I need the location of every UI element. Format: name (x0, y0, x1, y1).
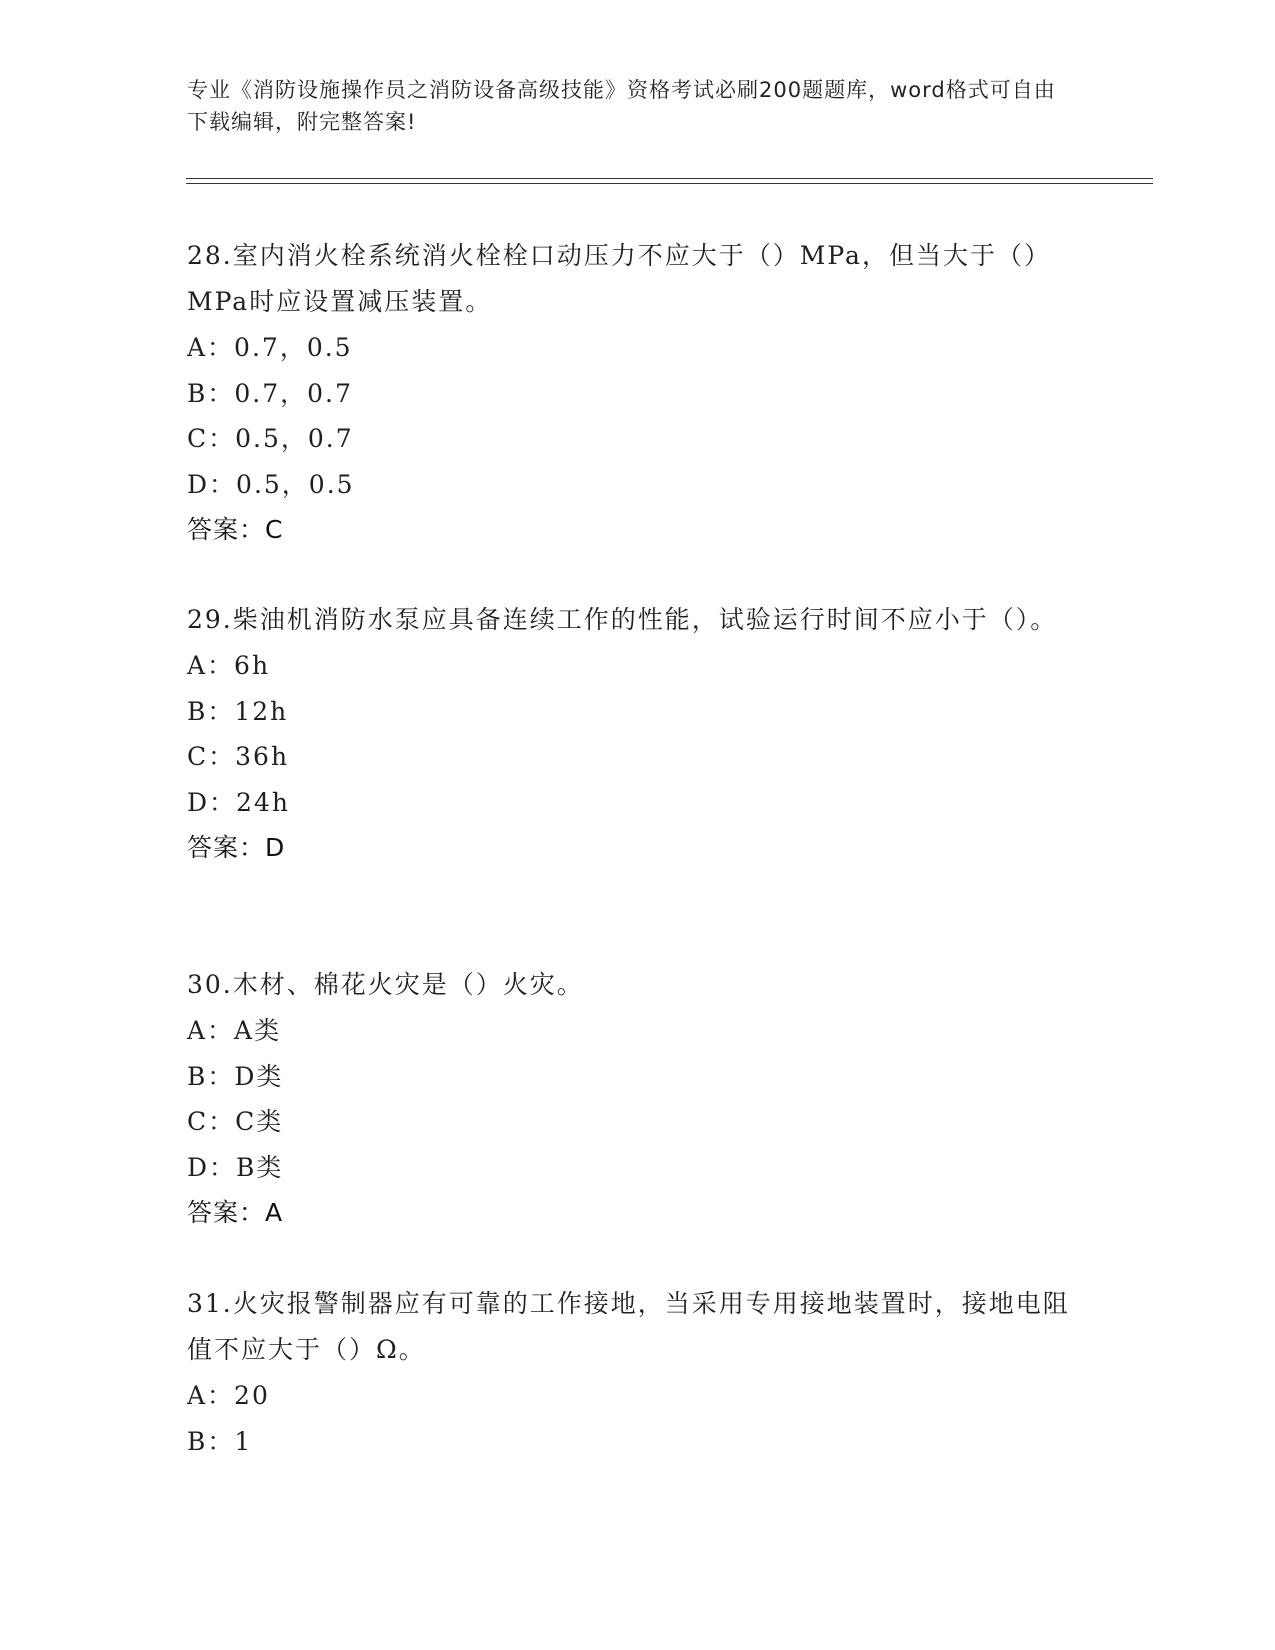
option-b: B：0.7，0.7 (187, 378, 353, 408)
option-c: C：0.5，0.7 (187, 424, 354, 453)
question-stem: 28.室内消火栓系统消火栓栓口动压力不应大于（）MPa，但当大于（）MPa时应设置减压装置。 (187, 241, 1051, 316)
question-31 (187, 1281, 1077, 1464)
question-stem: 29.柴油机消防水泵应具备连续工作的性能，试验运行时间不应小于（）。 (187, 605, 1058, 634)
option-d: D：24h (187, 787, 290, 817)
option-c: C：36h (187, 742, 290, 771)
option-b: B：D类 (187, 1061, 284, 1091)
option-a: A：20 (187, 1381, 270, 1410)
answer-line: 答案：A (187, 1198, 284, 1227)
option-a: A：6h (187, 651, 271, 680)
option-c: C：C类 (187, 1107, 284, 1136)
option-d: D：0.5，0.5 (187, 469, 355, 499)
option-a: A：A类 (187, 1016, 282, 1045)
question-30 (187, 962, 1077, 1236)
question-28 (187, 233, 1077, 553)
question-stem: 31.火灾报警制器应有可靠的工作接地，当采用专用接地装置时，接地电阻值不应大于（）Ω。 (187, 1289, 1070, 1364)
header-divider-top (186, 178, 1153, 179)
option-b: B：12h (187, 696, 289, 726)
header-divider-bottom (186, 183, 1153, 184)
question-stem: 30.木材、棉花火灾是（）火灾。 (187, 970, 584, 999)
answer-line: 答案：D (187, 833, 286, 862)
answer-line: 答案：C (187, 515, 284, 544)
document-header: 专业《消防设施操作员之消防设备高级技能》资格考试必刷200题题库，word格式可自由下载编辑，附完整答案! (187, 78, 1056, 134)
question-29 (187, 597, 1077, 871)
option-a: A：0.7，0.5 (187, 333, 353, 362)
option-d: D：B类 (187, 1152, 284, 1182)
option-b: B：1 (187, 1426, 253, 1456)
